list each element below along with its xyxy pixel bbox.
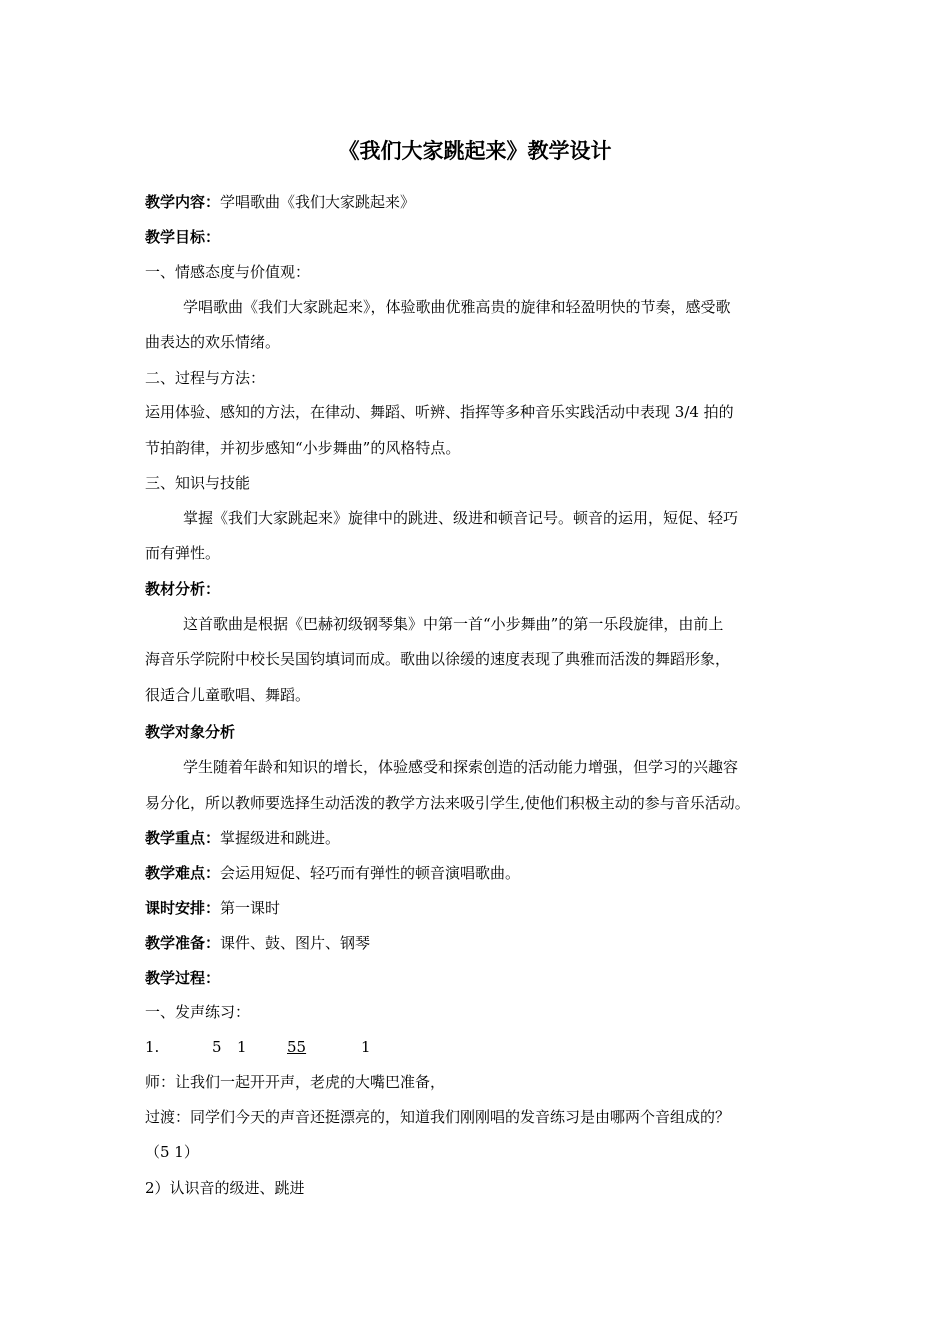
objective-2-paragraph-line-2: 节拍韵律，并初步感知“小步舞曲”的风格特点。 (145, 439, 461, 457)
material-heading: 教材分析： (145, 580, 221, 598)
schedule-line (145, 898, 280, 918)
objective-1-heading: 一、情感态度与价值观： (145, 263, 311, 281)
difficulty-label: 教学难点： (145, 864, 221, 882)
material-paragraph-line-2: 海音乐学院附中校长吴国钧填词而成。歌曲以徐缓的速度表现了典雅而活泼的舞蹈形象， (145, 650, 731, 668)
teacher-line: 师：让我们一起开开声，老虎的大嘴巴准备， (145, 1073, 446, 1091)
key-point-text: 掌握级进和跳进。 (220, 829, 341, 847)
difficulty-text: 会运用短促、轻巧而有弹性的顿音演唱歌曲。 (220, 864, 521, 882)
page-title: 《我们大家跳起来》教学设计 (338, 139, 612, 163)
objective-3-paragraph-line-1: 掌握《我们大家跳起来》旋律中的跳进、级进和顿音记号。顿音的运用，短促、轻巧 (183, 509, 739, 527)
objective-3-paragraph-line-2: 而有弹性。 (145, 544, 221, 562)
objective-2-heading: 二、过程与方法： (145, 369, 266, 387)
exercise-number: 1. (145, 1038, 160, 1056)
schedule-label: 课时安排： (145, 899, 221, 917)
preparation-text: 课件、鼓、图片、钢琴 (220, 934, 371, 952)
objective-1-paragraph-line-1: 学唱歌曲《我们大家跳起来》，体验歌曲优雅高贵的旋律和轻盈明快的节奏，感受歌 (183, 298, 731, 316)
content-line (145, 192, 415, 212)
transition-line: 过渡：同学们今天的声音还挺漂亮的，知道我们刚刚唱的发音练习是由哪两个音组成的？ (145, 1108, 731, 1126)
difficulty-line (145, 863, 520, 883)
key-point-line (145, 828, 340, 848)
note-2: 1 (237, 1038, 247, 1056)
students-paragraph-line-1: 学生随着年龄和知识的增长，体验感受和探索创造的活动能力增强，但学习的兴趣容 (183, 758, 739, 776)
students-paragraph-line-2: 易分化，所以教师要选择生动活泼的教学方法来吸引学生,使他们积极主动的参与音乐活动。 (145, 794, 750, 812)
content-text: 学唱歌曲《我们大家跳起来》 (220, 193, 416, 211)
answer-line: （5 1） (145, 1143, 199, 1161)
content-label: 教学内容： (145, 193, 221, 211)
objective-3-heading: 三、知识与技能 (145, 474, 251, 492)
process-step-1-heading: 一、发声练习： (145, 1003, 251, 1021)
note-4: 1 (361, 1038, 371, 1056)
key-point-label: 教学重点： (145, 829, 221, 847)
preparation-line (145, 933, 370, 953)
process-heading: 教学过程： (145, 969, 221, 987)
objective-2-paragraph-line-1: 运用体验、感知的方法，在律动、舞蹈、听辨、指挥等多种音乐实践活动中表现 3/4 拍的 (145, 403, 734, 421)
preparation-label: 教学准备： (145, 934, 221, 952)
objectives-heading: 教学目标： (145, 228, 221, 246)
note-1: 5 (212, 1038, 222, 1056)
process-step-2-heading: 2）认识音的级进、跳进 (145, 1179, 305, 1197)
material-paragraph-line-3: 很适合儿童歌唱、舞蹈。 (145, 686, 311, 704)
material-paragraph-line-1: 这首歌曲是根据《巴赫初级钢琴集》中第一首“小步舞曲”的第一乐段旋律，由前上 (183, 615, 724, 633)
note-3-underlined: 55 (287, 1038, 307, 1056)
objective-1-paragraph-line-2: 曲表达的欢乐情绪。 (145, 333, 281, 351)
schedule-text: 第一课时 (220, 899, 281, 917)
students-heading: 教学对象分析 (145, 723, 236, 741)
